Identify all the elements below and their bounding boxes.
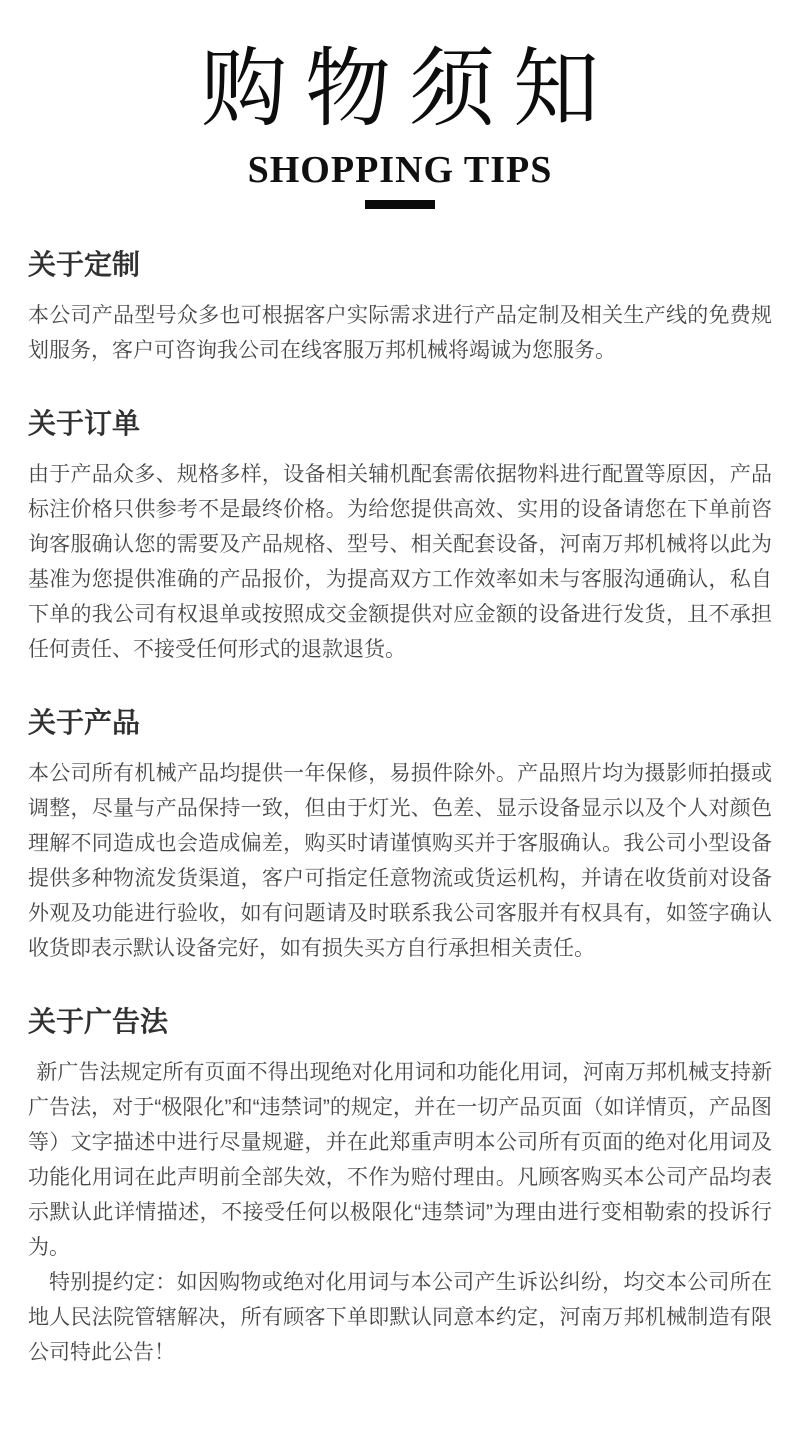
section-heading-orders: 关于订单 (28, 407, 141, 439)
section-heading-products: 关于产品 (28, 706, 141, 738)
section-paragraph: 本公司所有机械产品均提供一年保修，易损件除外。产品照片均为摄影师拍摄或调整，尽量与产品保持一致，但由于灯光、色差、显示设备显示以及个人对颜色理解不同造成也会造成偏差，购买时请谨慎购买并于客服确认。我公司小型设备提供多种物流发货渠道，客户可指定任意物流或货运机构，并请在收货前对设备外观及功能进行验收，如有问题请及时联系我公司客服并有权具有，如签字确认收货即表示默认设备完好，如有损失买方自行承担相关责任。 (28, 762, 772, 961)
section-paragraph: 由于产品众多、规格多样，设备相关辅机配套需依据物料进行配置等原因，产品标注价格只供参考不是最终价格。为给您提供高效、实用的设备请您在下单前咨询客服确认您的需要及产品规格、型号、相关配套设备，河南万邦机械将以此为基准为您提供准确的产品报价，为提高双方工作效率如未与客服沟通确认，私自下单的我公司有权退单或按照成交金额提供对应金额的设备进行发货，且不承担任何责任、不接受任何形式的退款退货。 (28, 462, 772, 661)
page-title: 购物须知 (201, 41, 617, 137)
section-heading-customization: 关于定制 (28, 248, 141, 280)
section-paragraph: 本公司产品型号众多也可根据客户实际需求进行产品定制及相关生产线的免费规划服务，客户可咨询我公司在线客服万邦机械将竭诚为您服务。 (28, 303, 772, 362)
page-subtitle: SHOPPING TIPS (247, 148, 553, 191)
section-about-orders (28, 408, 772, 667)
title-divider (365, 200, 435, 209)
page-header (28, 0, 772, 209)
section-paragraph-special-note: 特别提约定：如因购物或绝对化用词与本公司产生诉讼纠纷，均交本公司所在地人民法院管辖解决，所有顾客下单即默认同意本约定，河南万邦机械制造有限公司特此公告！ (28, 1271, 772, 1365)
section-heading-ad-law: 关于广告法 (28, 1006, 169, 1038)
section-about-customization (28, 249, 772, 368)
section-paragraph: 新广告法规定所有页面不得出现绝对化用词和功能化用词，河南万邦机械支持新广告法，对于“极限化”和“违禁词”的规定，并在一切产品页面（如详情页，产品图等）文字描述中进行尽量规避，并在此郑重声明本公司所有页面的绝对化用词及功能化用词在此声明前全部失效，不作为赔付理由。凡顾客购买本公司产品均表示默认此详情描述，不接受任何以极限化“违禁词”为理由进行变相勒索的投诉行为。 (28, 1061, 772, 1260)
section-about-ad-law (28, 1006, 772, 1370)
section-about-products (28, 707, 772, 966)
